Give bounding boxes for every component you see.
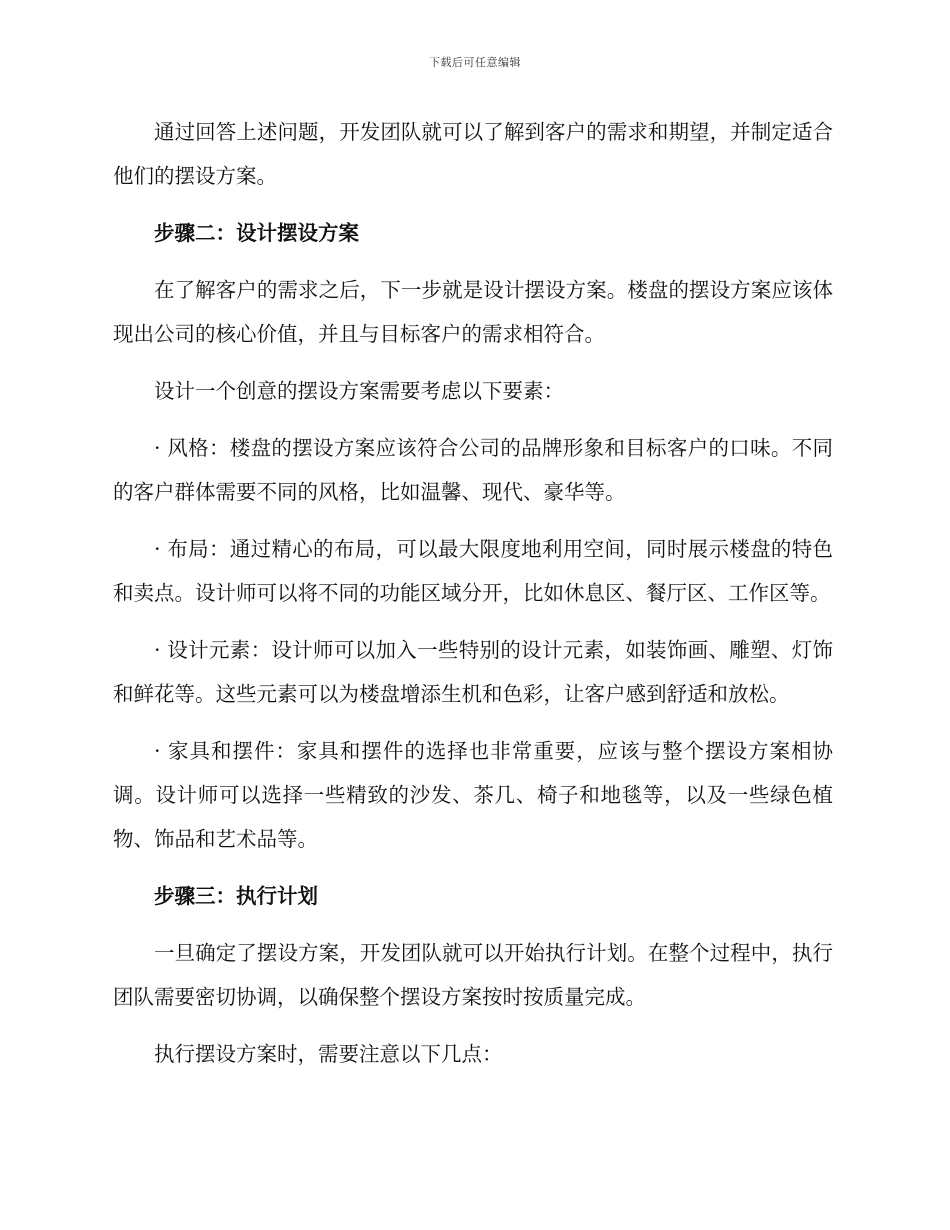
paragraph-step-2-intro: 在了解客户的需求之后，下一步就是设计摆设方案。楼盘的摆设方案应该体现出公司的核心价值，并且与目标客户的需求相符合。 [113, 278, 833, 346]
list-item-layout: · 布局：通过精心的布局，可以最大限度地利用空间，同时展示楼盘的特色和卖点。设计师可以将不同的功能区域分开，比如休息区、餐厅区、工作区等。 [113, 537, 833, 605]
heading-step-2: 步骤二：设计摆设方案 [154, 221, 359, 245]
paragraph-summary: 通过回答上述问题，开发团队就可以了解到客户的需求和期望，并制定适合他们的摆设方案。 [113, 120, 833, 188]
paragraph-step-3-intro: 一旦确定了摆设方案，开发团队就可以开始执行计划。在整个过程中，执行团队需要密切协调，以确保整个摆设方案按时按质量完成。 [113, 941, 833, 1009]
heading-step-3: 步骤三：执行计划 [154, 884, 318, 908]
list-item-design-elements: · 设计元素：设计师可以加入一些特别的设计元素，如装饰画、雕塑、灯饰和鲜花等。这些元素可以为楼盘增添生机和色彩，让客户感到舒适和放松。 [113, 638, 833, 706]
page-header: 下载后可任意编辑 [429, 56, 521, 69]
paragraph-step-2-lead: 设计一个创意的摆设方案需要考虑以下要素： [154, 379, 564, 403]
document-body [113, 110, 833, 1089]
paragraph-step-3-lead: 执行摆设方案时，需要注意以下几点： [154, 1042, 503, 1066]
list-item-furniture: · 家具和摆件：家具和摆件的选择也非常重要，应该与整个摆设方案相协调。设计师可以选择一些精致的沙发、茶几、椅子和地毯等，以及一些绿色植物、饰品和艺术品等。 [113, 739, 833, 851]
list-item-style: · 风格：楼盘的摆设方案应该符合公司的品牌形象和目标客户的口味。不同的客户群体需要不同的风格，比如温馨、现代、豪华等。 [113, 436, 833, 504]
